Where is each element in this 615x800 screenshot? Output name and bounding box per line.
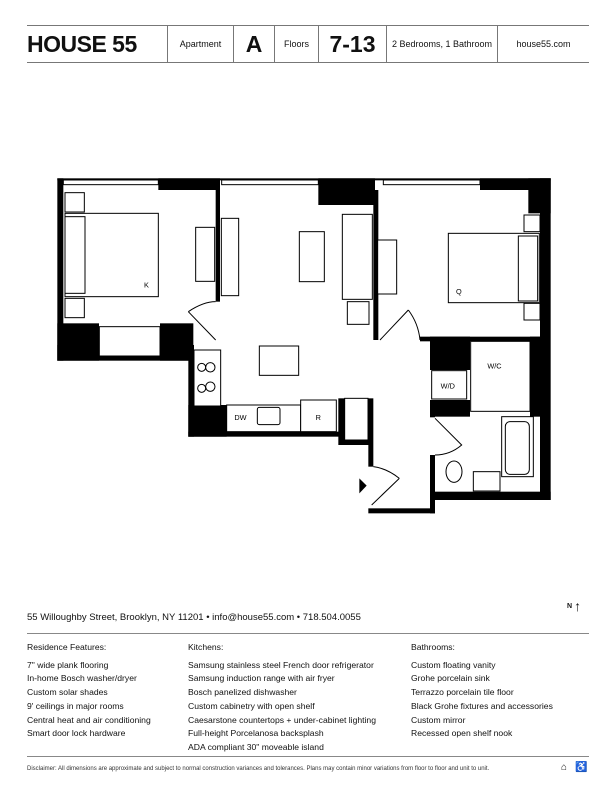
feature-item: Grohe porcelain sink <box>411 673 490 684</box>
bath-sink <box>473 472 500 491</box>
window <box>222 180 319 185</box>
brand-logo: HOUSE 55 <box>27 30 137 57</box>
kitchen-features <box>188 641 376 755</box>
walk-in-closet <box>471 341 530 411</box>
apartment-label: Apartment <box>167 26 233 62</box>
wd-label: W/D <box>440 381 455 391</box>
section-title: Kitchens: <box>188 642 224 652</box>
compliance-icons <box>561 762 588 773</box>
dw-label: DW <box>234 413 247 422</box>
feature-item: In-home Bosch washer/dryer <box>27 673 137 684</box>
north-label: N <box>567 602 573 610</box>
contact-line: 55 Willoughby Street, Brooklyn, NY 11201 • info@house55.com • 718.504.0055 <box>27 612 361 623</box>
disclaimer: Disclaimer: All dimensions are approximate and subject to normal construction variances and tolerances. Plans may contain minor variations from floor to floor and unit to unit. <box>27 766 490 772</box>
feature-item: Smart door lock hardware <box>27 728 126 739</box>
island <box>259 346 298 375</box>
floors-label: Floors <box>274 26 318 62</box>
unit-layout: 2 Bedrooms, 1 Bathroom <box>386 26 497 62</box>
apartment-value: A <box>233 26 274 62</box>
feature-item: Full-height Porcelanosa backsplash <box>188 728 324 739</box>
range <box>194 350 221 406</box>
floor-plan <box>50 170 560 520</box>
divider <box>27 633 589 634</box>
floors-value: 7-13 <box>318 26 386 62</box>
window <box>63 180 158 185</box>
feature-item: Central heat and air conditioning <box>27 714 151 725</box>
bed1-label: K <box>144 280 149 290</box>
header-bar <box>27 25 589 63</box>
entry-door <box>372 467 400 505</box>
tv <box>221 218 238 295</box>
wic-label: W/C <box>487 361 502 371</box>
feature-item: 9' ceilings in major rooms <box>27 700 124 711</box>
fridge-label: R <box>315 413 321 422</box>
toilet <box>446 461 462 482</box>
entry-marker-icon <box>359 478 366 493</box>
door <box>380 310 420 340</box>
north-indicator <box>567 598 581 614</box>
divider <box>27 756 589 757</box>
feature-item: Recessed open shelf nook <box>411 728 513 739</box>
sofa <box>342 214 372 299</box>
feature-item: Black Grohe fixtures and accessories <box>411 700 553 711</box>
feature-item: Bosch panelized dishwasher <box>188 687 297 698</box>
equal-housing-icon: ⌂ <box>561 762 568 773</box>
window <box>383 180 480 185</box>
closet <box>99 327 160 356</box>
feature-item: Samsung stainless steel French door refrigerator <box>188 659 374 670</box>
bed2-label: Q <box>456 287 462 296</box>
residence-features <box>27 641 151 741</box>
section-title: Residence Features: <box>27 642 107 652</box>
feature-item: Custom mirror <box>411 714 466 725</box>
website-link[interactable]: house55.com <box>497 26 589 62</box>
sink <box>257 407 280 424</box>
feature-item: Terrazzo porcelain tile floor <box>411 687 514 698</box>
feature-item: Custom solar shades <box>27 687 108 698</box>
feature-item: ADA compliant 30" moveable island <box>188 741 324 752</box>
coffee-table <box>299 232 324 282</box>
feature-item: Custom cabinetry with open shelf <box>188 700 315 711</box>
bathroom-features <box>411 641 553 741</box>
section-title: Bathrooms: <box>411 642 455 652</box>
feature-item: Caesarstone countertops + under-cabinet lighting <box>188 714 376 725</box>
door <box>435 418 462 455</box>
north-arrow-icon: ↑ <box>574 598 582 614</box>
feature-item: Custom floating vanity <box>411 659 496 670</box>
feature-item: 7" wide plank flooring <box>27 659 109 670</box>
accessibility-icon: ♿ <box>575 762 588 773</box>
feature-item: Samsung induction range with air fryer <box>188 673 335 684</box>
